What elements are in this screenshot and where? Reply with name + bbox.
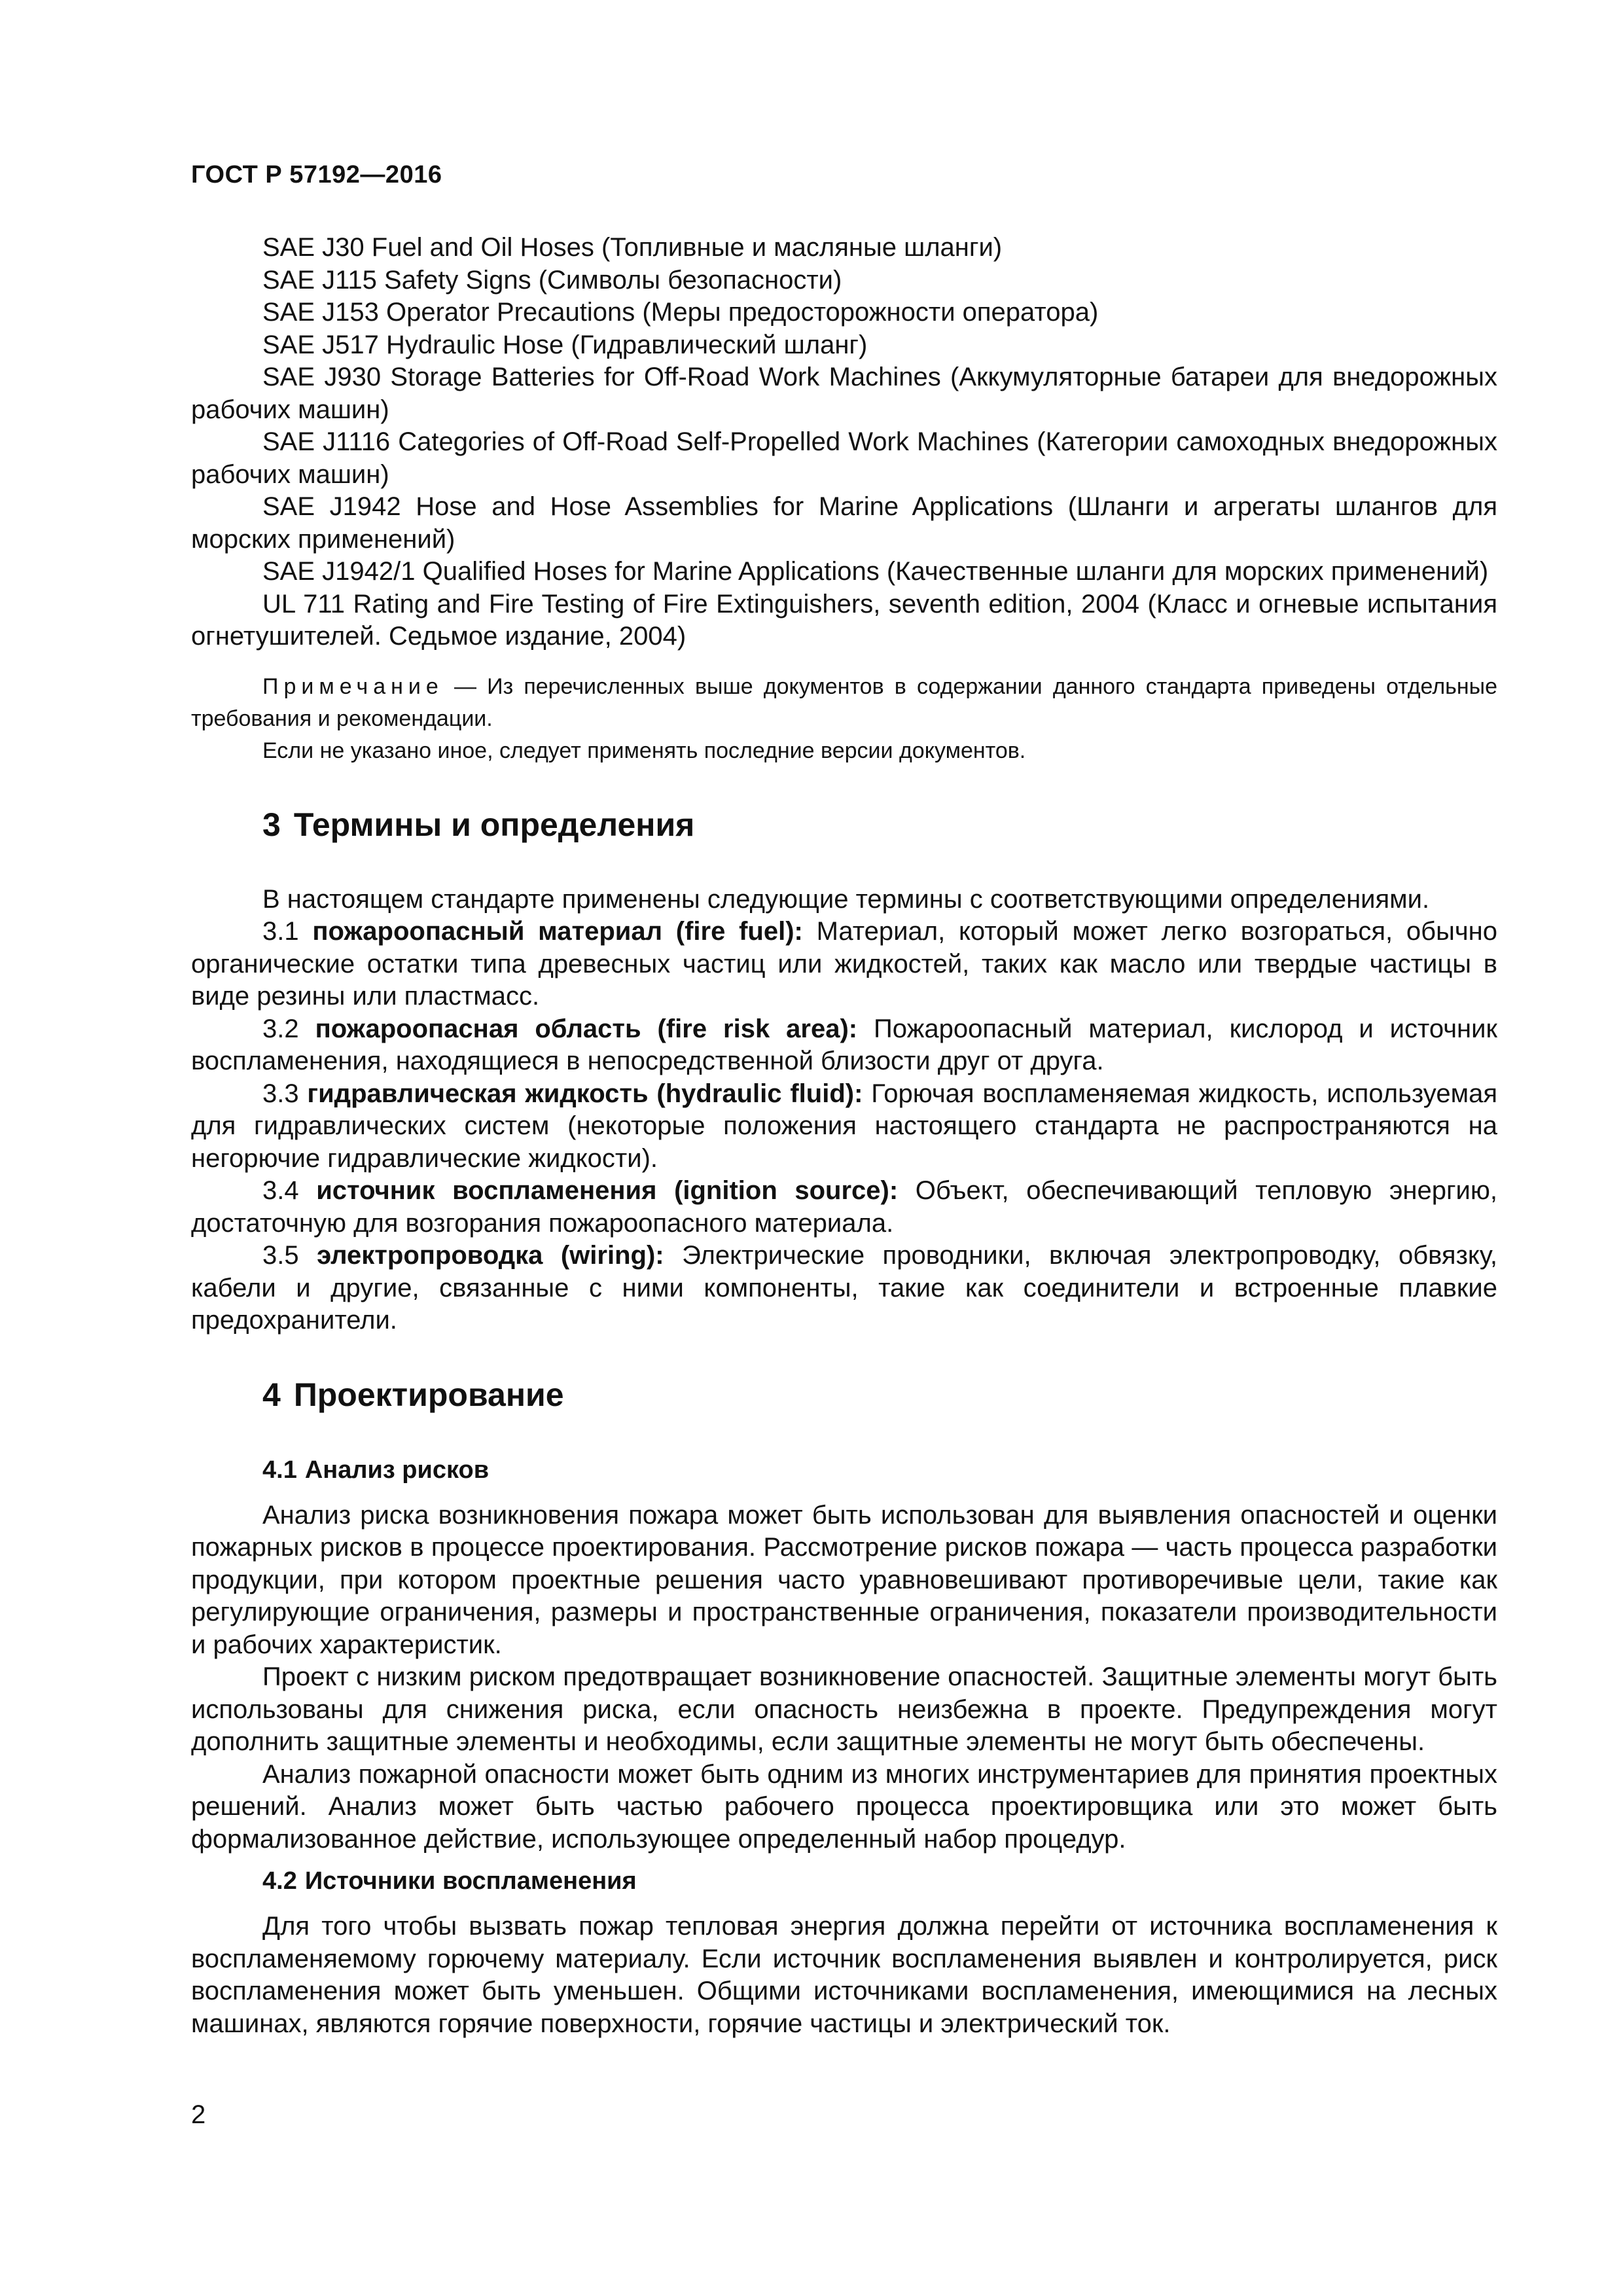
term-text: Пожароопасный материал, кислород и источник воспламенения, находящиеся в непосредственной близости друг от друга. (191, 1014, 1497, 1075)
subsection-number: 4.1 (262, 1456, 297, 1484)
term-name: пожароопасный материал (fire fuel): (312, 917, 803, 946)
term-name: пожароопасная область (fire risk area): (315, 1014, 858, 1043)
reference-item: SAE J30 Fuel and Oil Hoses (Топливные и масляные шланги) (262, 233, 1003, 262)
term-number: 3.3 (262, 1079, 299, 1108)
term-number: 3.4 (262, 1176, 299, 1205)
paragraph: Анализ пожарной опасности может быть одним из многих инструментариев для принятия проектных решений. Анализ может быть частью рабочего процесса проектировщика или это может быть формализованное действие, использующее определенный набор процедур. (191, 1759, 1497, 1854)
subsection-number: 4.2 (262, 1867, 297, 1895)
reference-item: SAE J1942/1 Qualified Hoses for Marine Applications (Качественные шланги для морских применений) (262, 557, 1489, 586)
term-definition (191, 1175, 1497, 1240)
note-paragraph-2: Если не указано иное, следует применять последние версии документов. (262, 738, 1026, 763)
reference-item: SAE J517 Hydraulic Hose (Гидравлический шланг) (262, 330, 868, 359)
paragraph: Проект с низким риском предотвращает возникновение опасностей. Защитные элементы могут быть использованы для снижения риска, если опасность неизбежна в проекте. Предупреждения могут дополнить защитные элементы и необходимы, если защитные элементы не могут быть обеспечены. (191, 1662, 1497, 1756)
reference-item: UL 711 Rating and Fire Testing of Fire Extinguishers, seventh edition, 2004 (Класс и огневые испытания огнетушителей. Седьмое издание, 2004) (191, 589, 1497, 651)
term-name: источник воспламенения (ignition source): (316, 1176, 899, 1205)
page-number: 2 (191, 2100, 206, 2129)
subsection-4-1-heading (262, 1454, 1497, 1486)
note-label: Примечание (262, 673, 444, 699)
subsection-title: Анализ рисков (304, 1456, 490, 1484)
section-4-heading (262, 1375, 1497, 1414)
term-text: Материал, который может легко возгораться, обычно органические остатки типа древесных частиц или жидкостей, таких как масло или твердые частицы в виде резины или пластмасс. (191, 917, 1497, 1011)
term-definition (191, 1013, 1497, 1078)
term-text: Горючая воспламеняемая жидкость, используемая для гидравлических систем (некоторые положения настоящего стандарта не распространяются на негорючие гидравлические жидкости). (191, 1079, 1497, 1173)
paragraph: Анализ риска возникновения пожара может быть использован для выявления опасностей и оценки пожарных рисков в процессе проектирования. Рассмотрение рисков пожара — часть процесса разработки продукции, при котором проектные решения часто уравновешивают противоречивые цели, такие как регулирующие ограничения, размеры и пространственные ограничения, показатели производительности и рабочих характеристик. (191, 1500, 1497, 1659)
subsection-4-2-heading (262, 1865, 1497, 1897)
term-definition (191, 916, 1497, 1013)
term-text: Объект, обеспечивающий тепловую энергию, достаточную для возгорания пожароопасного материала. (191, 1176, 1498, 1238)
section-number: 3 (262, 806, 281, 843)
document-body (191, 232, 1497, 2040)
term-number: 3.1 (262, 917, 299, 946)
term-definition (191, 1078, 1497, 1175)
section-title: Термины и определения (293, 806, 695, 843)
reference-item: SAE J153 Operator Precautions (Меры предосторожности оператора) (262, 298, 1099, 327)
reference-item: SAE J930 Storage Batteries for Off-Road Work Machines (Аккумуляторные батареи для внедорожных рабочих машин) (191, 363, 1497, 424)
reference-item: SAE J1942 Hose and Hose Assemblies for Marine Applications (Шланги и агрегаты шлангов для морских применений) (191, 492, 1497, 554)
section-title: Проектирование (293, 1376, 564, 1413)
document-header: ГОСТ Р 57192—2016 (191, 161, 442, 188)
term-text: Электрические проводники, включая электропроводку, обвязку, кабели и другие, связанные с ними компоненты, такие как соединители и встроенные плавкие предохранители. (191, 1241, 1497, 1335)
reference-item: SAE J115 Safety Signs (Символы безопасности) (262, 265, 842, 295)
note-text: — Из перечисленных выше документов в содержании данного стандарта приведены отдельные требования и рекомендации. (191, 673, 1497, 731)
paragraph: Для того чтобы вызвать пожар тепловая энергия должна перейти от источника воспламенения к воспламеняемому горючему материалу. Если источник воспламенения выявлен и контролируется, риск воспламенения может быть уменьшен. Общими источниками воспламенения, имеющимися на лесных машинах, являются горячие поверхности, горячие частицы и электрический ток. (191, 1912, 1497, 2038)
section-3-heading (262, 805, 1497, 844)
reference-item: SAE J1116 Categories of Off-Road Self-Propelled Work Machines (Категории самоходных внедорожных рабочих машин) (191, 427, 1497, 489)
term-name: электропроводка (wiring): (317, 1241, 664, 1270)
section-number: 4 (262, 1376, 281, 1413)
section-3-intro: В настоящем стандарте применены следующие термины с соответствующими определениями. (262, 884, 1430, 914)
note-paragraph (191, 671, 1497, 735)
subsection-title: Источники воспламенения (304, 1867, 637, 1895)
term-name: гидравлическая жидкость (hydraulic fluid): (307, 1079, 863, 1108)
term-number: 3.2 (262, 1014, 299, 1043)
term-definition (191, 1240, 1497, 1337)
term-number: 3.5 (262, 1241, 299, 1270)
